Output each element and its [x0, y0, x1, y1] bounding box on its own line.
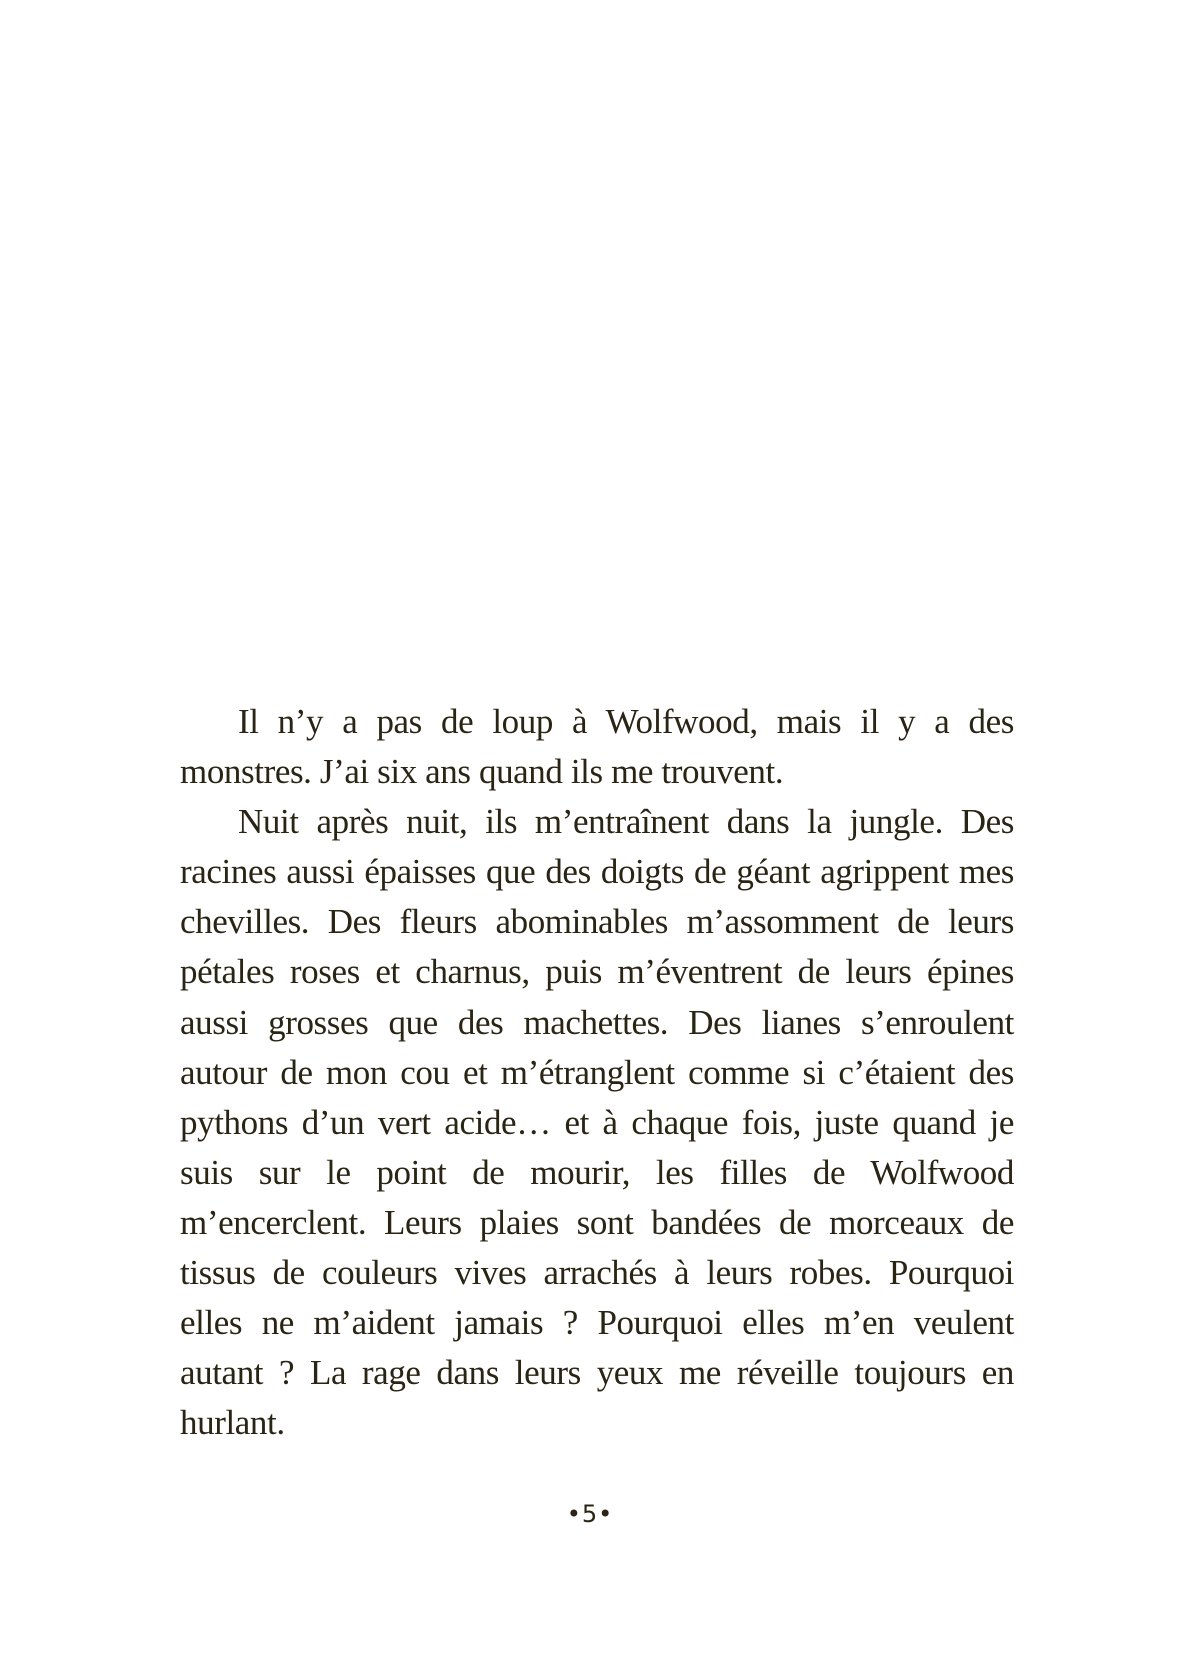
page-number: •5•	[566, 1500, 614, 1528]
body-text	[180, 697, 1014, 1448]
paragraph-1: Il n’y a pas de loup à Wolfwood, mais il y a des monstres. J’ai six ans quand ils me trouvent.	[180, 702, 1014, 792]
paragraph-2: Nuit après nuit, ils m’entraînent dans la jungle. Des racines aussi épaisses que des doigts de géant agrippent mes chevilles. Des fleurs abominables m’assomment de leurs pétales roses et charnus, puis m’éventrent de leurs épines aussi grosses que des machettes. Des lianes s’enroulent autour de mon cou et m’étranglent comme si c’étaient des pythons d’un vert acide… et à chaque fois, juste quand je suis sur le point de mourir, les filles de Wolfwood m’encerclent. Leurs plaies sont bandées de morceaux de tissus de couleurs vives arrachés à leurs robes. Pourquoi elles ne m’aident jamais ? Pourquoi elles m’en veulent autant ? La rage dans leurs yeux me réveille toujours en hurlant.	[180, 802, 1014, 1443]
